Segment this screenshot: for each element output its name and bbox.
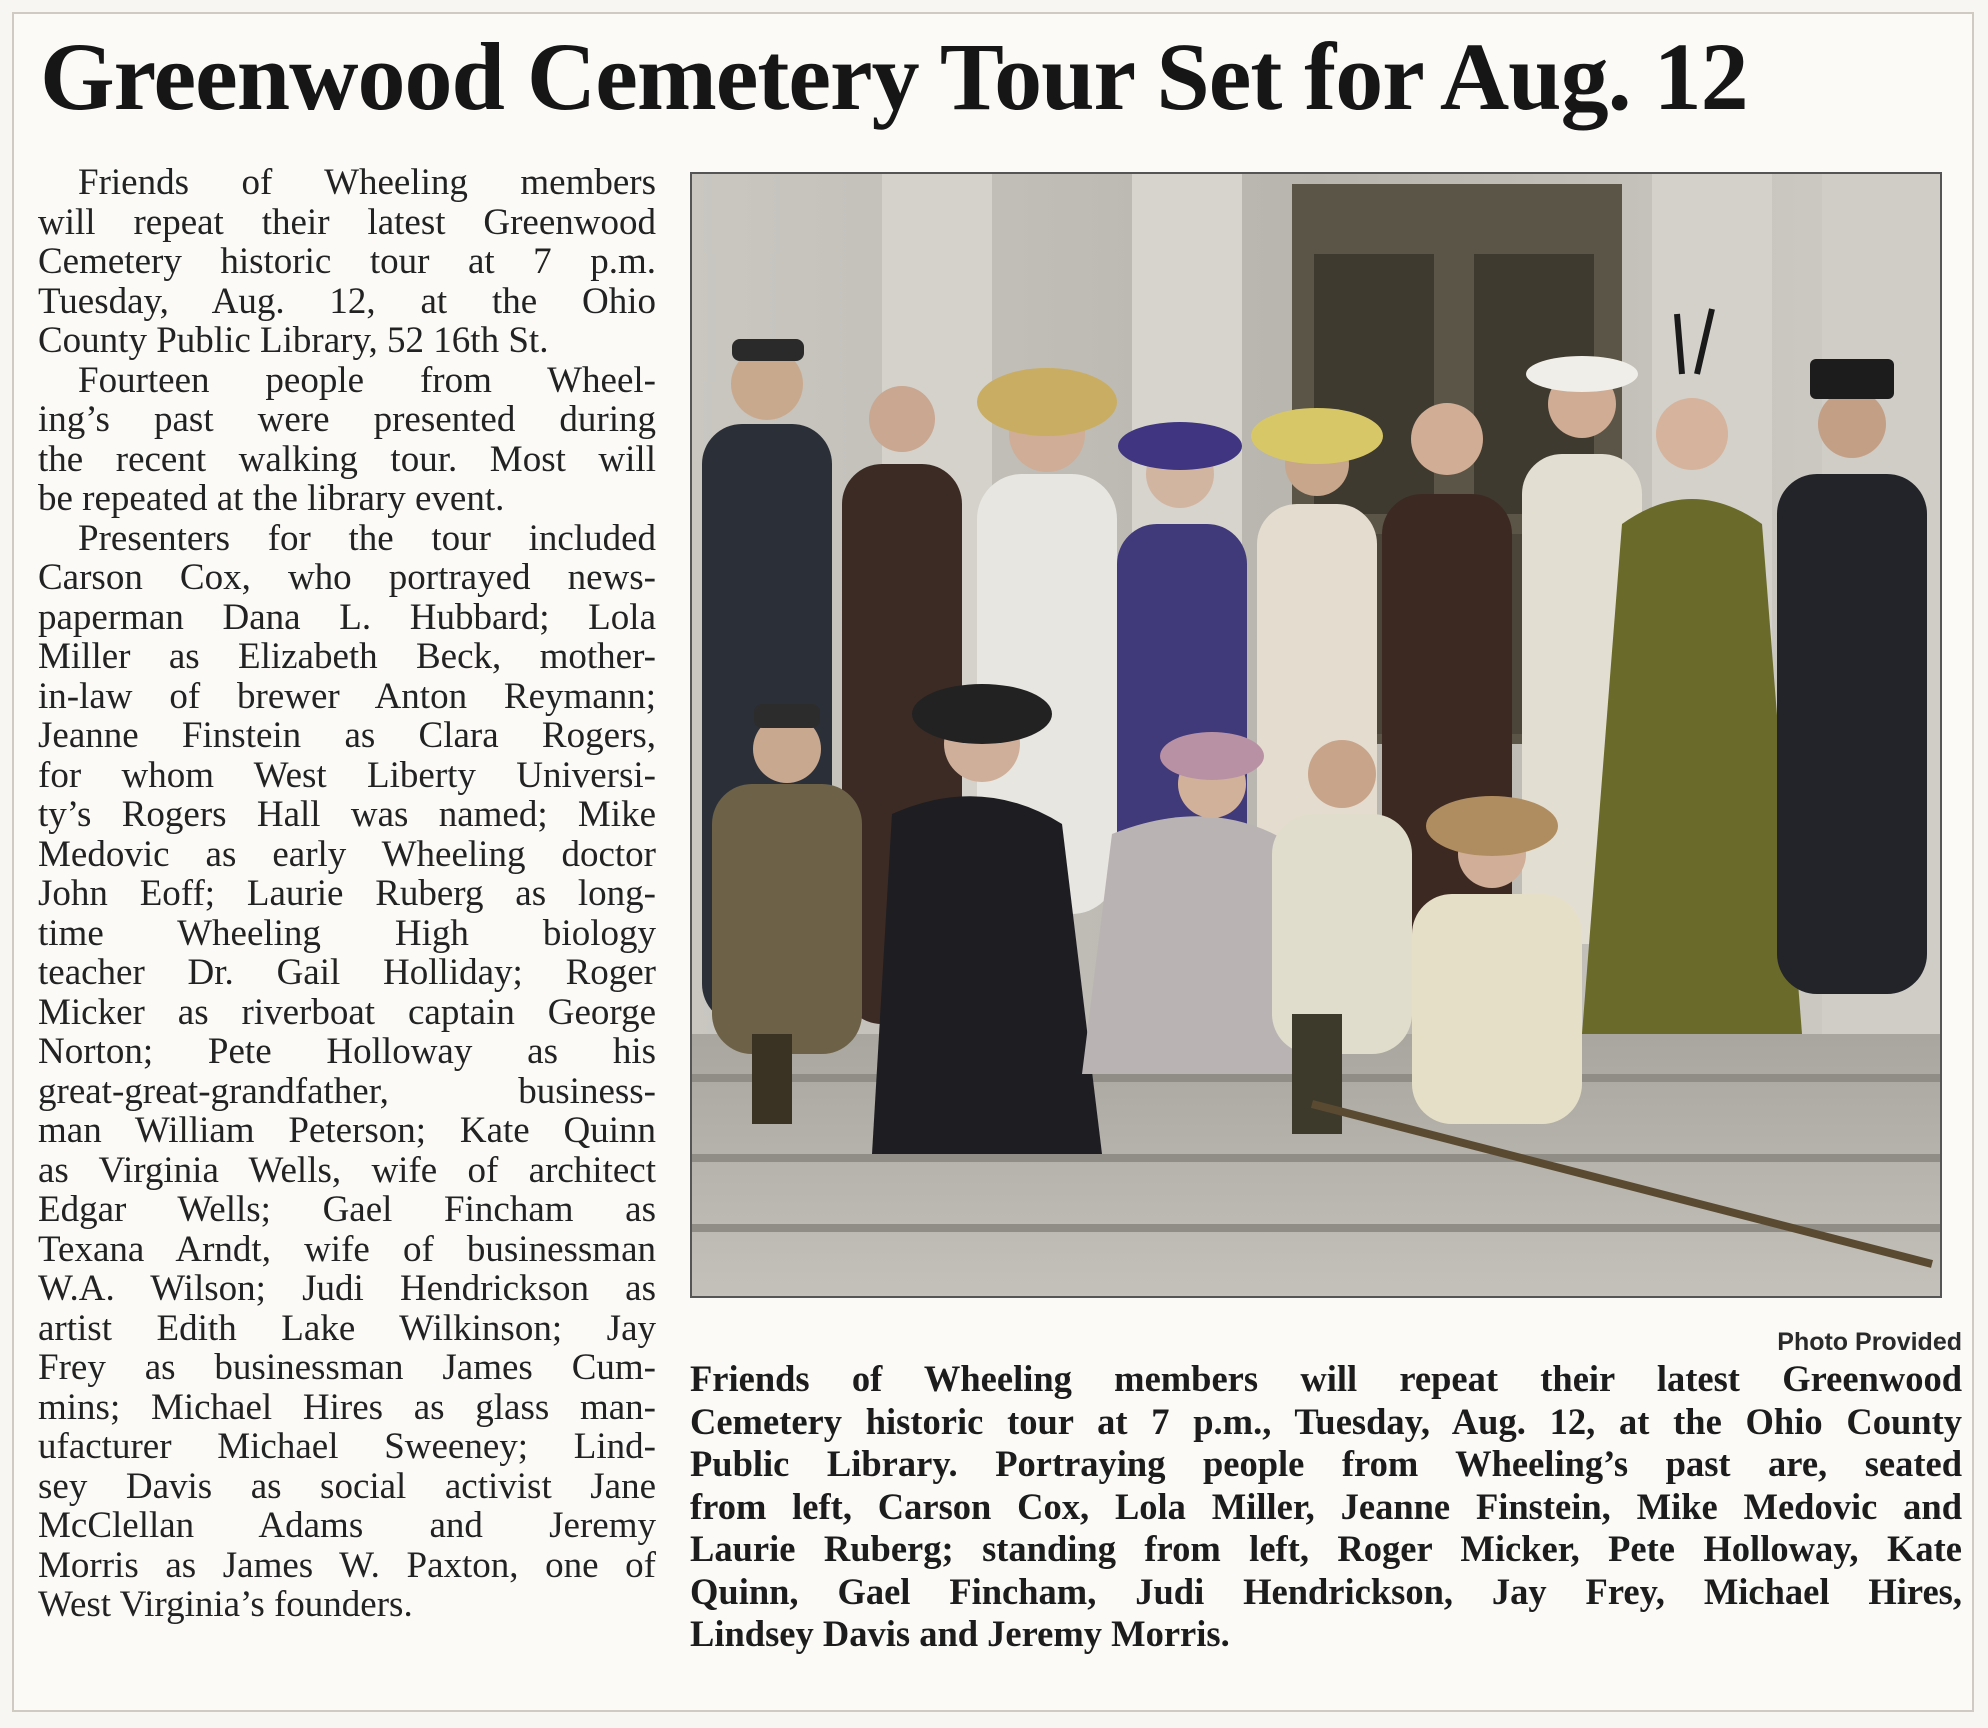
caption-line: Quinn, Gael Fincham, Judi Hendrickson, Jay Frey, Michael Hires, <box>690 1570 1962 1612</box>
article-line: ing’s past were presented during <box>38 399 656 440</box>
article-line: Morris as James W. Paxton, one of <box>38 1544 656 1586</box>
headline: Greenwood Cemetery Tour Set for Aug. 12 <box>40 23 1748 130</box>
caption-line: Laurie Ruberg; standing from left, Roger Micker, Pete Holloway, Kate <box>690 1528 1962 1569</box>
article-line: Micker as riverboat captain George <box>38 991 656 1033</box>
caption-line: Cemetery historic tour at 7 p.m., Tuesday, Aug. 12, at the Ohio County <box>690 1400 1962 1442</box>
article-line: Carson Cox, who portrayed news- <box>38 557 656 598</box>
article-line: ty’s Rogers Hall was named; Mike <box>38 794 656 835</box>
caption-line: Lindsey Davis and Jeremy Morris. <box>690 1613 1230 1654</box>
article-line: Fourteen people from Wheel- <box>78 359 656 401</box>
article-line: be repeated at the library event. <box>38 478 505 519</box>
article-line: teacher Dr. Gail Holliday; Roger <box>38 952 656 993</box>
photo-credit: Photo Provided <box>1777 1328 1962 1356</box>
article-line: W.A. Wilson; Judi Hendrickson as <box>38 1268 656 1309</box>
article-line: Frey as businessman James Cum- <box>38 1347 656 1388</box>
article-line: Norton; Pete Holloway as his <box>38 1031 656 1072</box>
article-line: the recent walking tour. Most will <box>38 438 656 480</box>
article-line: man William Peterson; Kate Quinn <box>38 1110 656 1151</box>
caption-line: Friends of Wheeling members will repeat their latest Greenwood <box>690 1358 1962 1399</box>
article-line: County Public Library, 52 16th St. <box>38 320 549 361</box>
caption-line: Public Library. Portraying people from Wheeling’s past are, seated <box>690 1443 1962 1484</box>
article-line: as Virginia Wells, wife of architect <box>38 1149 656 1191</box>
article-line: time Wheeling High biology <box>38 912 656 954</box>
article-line: Friends of Wheeling members <box>78 162 656 203</box>
article-line: mins; Michael Hires as glass man- <box>38 1386 656 1428</box>
article-line: Cemetery historic tour at 7 p.m. <box>38 241 656 282</box>
article-line: for whom West Liberty Universi- <box>38 754 656 796</box>
article-line: paperman Dana L. Hubbard; Lola <box>38 596 656 638</box>
article-line: Tuesday, Aug. 12, at the Ohio <box>38 280 656 322</box>
article-body <box>38 163 656 1625</box>
article-line: Edgar Wells; Gael Fincham as <box>38 1189 656 1230</box>
article-line: sey Davis as social activist Jane <box>38 1465 656 1507</box>
article-line: Presenters for the tour included <box>78 517 656 559</box>
article-line: West Virginia’s founders. <box>38 1584 413 1625</box>
article-line: ufacturer Michael Sweeney; Lind- <box>38 1426 656 1467</box>
article-line: Texana Arndt, wife of businessman <box>38 1228 656 1270</box>
article-line: Medovic as early Wheeling doctor <box>38 833 656 875</box>
article-line: artist Edith Lake Wilkinson; Jay <box>38 1307 656 1349</box>
article-line: John Eoff; Laurie Ruberg as long- <box>38 873 656 914</box>
article-line: in-law of brewer Anton Reymann; <box>38 675 656 717</box>
article-line: Jeanne Finstein as Clara Rogers, <box>38 715 656 756</box>
article-line: Miller as Elizabeth Beck, mother- <box>38 636 656 677</box>
article-line: great-great-grandfather, business- <box>38 1070 656 1112</box>
photo-caption <box>690 1358 1962 1656</box>
article-line: will repeat their latest Greenwood <box>38 201 656 243</box>
caption-line: from left, Carson Cox, Lola Miller, Jeanne Finstein, Mike Medovic and <box>690 1485 1962 1527</box>
group-photo <box>690 172 1942 1298</box>
article-line: McClellan Adams and Jeremy <box>38 1505 656 1546</box>
